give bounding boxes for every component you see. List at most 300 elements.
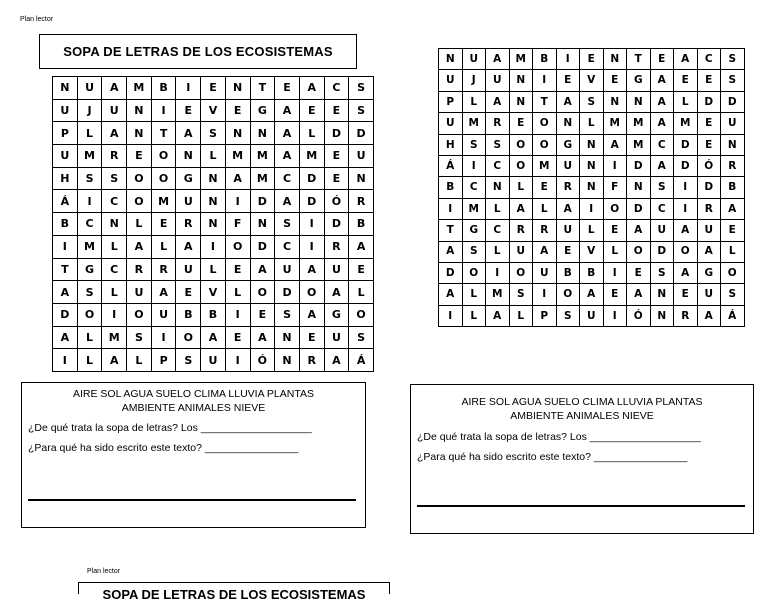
grid-cell: A bbox=[603, 134, 627, 155]
grid-cell: O bbox=[151, 167, 176, 190]
grid-cell: V bbox=[201, 281, 226, 304]
grid-cell: R bbox=[127, 258, 152, 281]
grid-cell: U bbox=[349, 145, 374, 168]
grid-cell: A bbox=[650, 70, 674, 91]
grid-cell: S bbox=[275, 303, 300, 326]
grid-cell: U bbox=[127, 281, 152, 304]
grid-cell: A bbox=[102, 77, 127, 100]
grid-cell: E bbox=[603, 284, 627, 305]
grid-cell: I bbox=[603, 305, 627, 326]
grid-cell: D bbox=[349, 122, 374, 145]
grid-cell: M bbox=[533, 155, 557, 176]
question-purpose: ¿Para qué ha sido escrito este texto? ________________ bbox=[417, 451, 688, 463]
grid-cell: I bbox=[151, 326, 176, 349]
grid-cell: U bbox=[486, 70, 510, 91]
grid-cell: R bbox=[151, 258, 176, 281]
grid-cell: I bbox=[486, 262, 510, 283]
grid-cell: E bbox=[349, 258, 374, 281]
answer-line bbox=[28, 499, 356, 501]
grid-cell: A bbox=[556, 91, 580, 112]
grid-cell: I bbox=[225, 303, 250, 326]
grid-cell: H bbox=[53, 167, 78, 190]
grid-cell: I bbox=[201, 235, 226, 258]
grid-cell: A bbox=[324, 349, 349, 372]
grid-cell: M bbox=[486, 284, 510, 305]
grid-cell: I bbox=[533, 284, 557, 305]
grid-cell: A bbox=[53, 281, 78, 304]
grid-cell: A bbox=[225, 167, 250, 190]
grid-cell: I bbox=[462, 155, 486, 176]
grid-cell: M bbox=[299, 145, 324, 168]
grid-cell: N bbox=[556, 113, 580, 134]
grid-cell: O bbox=[533, 113, 557, 134]
grid-cell: U bbox=[580, 305, 604, 326]
grid-cell: A bbox=[650, 91, 674, 112]
grid-row bbox=[439, 155, 745, 176]
grid-cell: C bbox=[324, 77, 349, 100]
worksheet-title: SOPA DE LETRAS DE LOS ECOSISTEMAS bbox=[39, 34, 357, 69]
grid-cell: S bbox=[509, 284, 533, 305]
grid-cell: L bbox=[225, 281, 250, 304]
grid-cell: O bbox=[250, 281, 275, 304]
grid-cell: N bbox=[225, 122, 250, 145]
grid-cell: I bbox=[225, 349, 250, 372]
grid-cell: S bbox=[721, 284, 745, 305]
grid-cell: Á bbox=[349, 349, 374, 372]
word-search-grid-left bbox=[52, 76, 374, 372]
grid-cell: C bbox=[650, 134, 674, 155]
grid-cell: O bbox=[349, 303, 374, 326]
grid-cell: M bbox=[462, 113, 486, 134]
grid-cell: D bbox=[674, 155, 698, 176]
grid-cell: I bbox=[53, 349, 78, 372]
grid-cell: A bbox=[176, 122, 201, 145]
grid-cell: D bbox=[250, 190, 275, 213]
grid-cell: O bbox=[462, 262, 486, 283]
grid-cell: N bbox=[250, 122, 275, 145]
plan-label: Plan lector bbox=[20, 16, 54, 23]
grid-cell: R bbox=[299, 349, 324, 372]
grid-cell: G bbox=[77, 258, 102, 281]
grid-cell: S bbox=[721, 70, 745, 91]
grid-cell: L bbox=[509, 177, 533, 198]
grid-cell: E bbox=[721, 220, 745, 241]
grid-cell: B bbox=[439, 177, 463, 198]
grid-cell: E bbox=[275, 77, 300, 100]
grid-row bbox=[53, 303, 374, 326]
grid-cell: L bbox=[102, 235, 127, 258]
grid-row bbox=[439, 49, 745, 70]
grid-cell: I bbox=[77, 190, 102, 213]
grid-cell: E bbox=[509, 113, 533, 134]
grid-cell: E bbox=[556, 70, 580, 91]
grid-row bbox=[53, 281, 374, 304]
grid-cell: M bbox=[674, 113, 698, 134]
grid-cell: R bbox=[674, 305, 698, 326]
grid-cell: D bbox=[627, 198, 651, 219]
grid-cell: Ó bbox=[697, 155, 721, 176]
grid-row bbox=[439, 113, 745, 134]
grid-cell: O bbox=[509, 155, 533, 176]
grid-cell: U bbox=[324, 326, 349, 349]
grid-cell: N bbox=[176, 145, 201, 168]
grid-cell: E bbox=[697, 113, 721, 134]
grid-cell: E bbox=[674, 70, 698, 91]
question-topic: ¿De qué trata la sopa de letras? Los ___________________ bbox=[417, 431, 701, 443]
grid-cell: C bbox=[102, 258, 127, 281]
grid-cell: B bbox=[349, 213, 374, 236]
grid-cell: A bbox=[509, 198, 533, 219]
grid-cell: M bbox=[102, 326, 127, 349]
grid-cell: R bbox=[721, 155, 745, 176]
grid-cell: P bbox=[151, 349, 176, 372]
grid-cell: M bbox=[127, 77, 152, 100]
grid-cell: A bbox=[439, 284, 463, 305]
grid-cell: D bbox=[275, 281, 300, 304]
grid-cell: L bbox=[462, 284, 486, 305]
grid-cell: C bbox=[275, 235, 300, 258]
grid-row bbox=[53, 145, 374, 168]
grid-cell: O bbox=[77, 303, 102, 326]
grid-cell: U bbox=[53, 99, 78, 122]
word-list-line2: AMBIENTE ANIMALES NIEVE bbox=[121, 402, 266, 414]
grid-cell: Á bbox=[721, 305, 745, 326]
grid-row bbox=[53, 258, 374, 281]
grid-cell: I bbox=[299, 213, 324, 236]
grid-cell: M bbox=[462, 198, 486, 219]
grid-cell: I bbox=[225, 190, 250, 213]
grid-cell: D bbox=[324, 213, 349, 236]
grid-cell: E bbox=[324, 167, 349, 190]
grid-cell: A bbox=[102, 122, 127, 145]
grid-cell: A bbox=[650, 113, 674, 134]
grid-cell: A bbox=[674, 49, 698, 70]
grid-cell: R bbox=[533, 220, 557, 241]
grid-cell: S bbox=[176, 349, 201, 372]
grid-cell: Ó bbox=[250, 349, 275, 372]
grid-cell: O bbox=[151, 145, 176, 168]
grid-cell: G bbox=[324, 303, 349, 326]
grid-cell: U bbox=[176, 190, 201, 213]
grid-cell: I bbox=[603, 262, 627, 283]
grid-cell: S bbox=[486, 134, 510, 155]
grid-cell: N bbox=[486, 177, 510, 198]
grid-cell: U bbox=[462, 49, 486, 70]
grid-cell: O bbox=[627, 241, 651, 262]
grid-cell: O bbox=[299, 281, 324, 304]
grid-cell: A bbox=[674, 220, 698, 241]
grid-cell: E bbox=[697, 70, 721, 91]
grid-cell: U bbox=[201, 349, 226, 372]
question-purpose: ¿Para qué ha sido escrito este texto? ________________ bbox=[28, 442, 299, 454]
grid-cell: O bbox=[556, 284, 580, 305]
grid-cell: N bbox=[201, 167, 226, 190]
grid-cell: U bbox=[509, 241, 533, 262]
worksheet-title-bottom: SOPA DE LETRAS DE LOS ECOSISTEMAS bbox=[78, 582, 390, 594]
grid-cell: Ó bbox=[324, 190, 349, 213]
grid-cell: E bbox=[225, 258, 250, 281]
grid-cell: H bbox=[439, 134, 463, 155]
grid-cell: A bbox=[650, 155, 674, 176]
grid-cell: R bbox=[697, 198, 721, 219]
grid-cell: U bbox=[697, 220, 721, 241]
grid-cell: E bbox=[324, 145, 349, 168]
grid-cell: L bbox=[299, 122, 324, 145]
grid-cell: C bbox=[275, 167, 300, 190]
grid-cell: L bbox=[102, 281, 127, 304]
grid-cell: A bbox=[697, 241, 721, 262]
grid-cell: O bbox=[225, 235, 250, 258]
grid-cell: E bbox=[603, 220, 627, 241]
grid-cell: N bbox=[509, 70, 533, 91]
grid-cell: R bbox=[349, 190, 374, 213]
grid-row bbox=[439, 91, 745, 112]
grid-cell: A bbox=[486, 91, 510, 112]
grid-cell: Á bbox=[53, 190, 78, 213]
grid-cell: M bbox=[627, 113, 651, 134]
grid-cell: A bbox=[275, 99, 300, 122]
grid-cell: E bbox=[225, 326, 250, 349]
grid-cell: D bbox=[697, 91, 721, 112]
grid-cell: M bbox=[77, 235, 102, 258]
grid-cell: R bbox=[486, 113, 510, 134]
grid-cell: O bbox=[127, 303, 152, 326]
grid-cell: U bbox=[533, 262, 557, 283]
grid-cell: M bbox=[250, 145, 275, 168]
grid-cell: M bbox=[77, 145, 102, 168]
grid-cell: B bbox=[533, 49, 557, 70]
grid-cell: O bbox=[721, 262, 745, 283]
grid-cell: S bbox=[580, 91, 604, 112]
grid-cell: A bbox=[176, 235, 201, 258]
grid-cell: N bbox=[102, 213, 127, 236]
grid-cell: E bbox=[580, 49, 604, 70]
grid-row bbox=[439, 262, 745, 283]
grid-cell: A bbox=[580, 284, 604, 305]
grid-cell: E bbox=[151, 213, 176, 236]
grid-cell: R bbox=[509, 220, 533, 241]
grid-cell: G bbox=[697, 262, 721, 283]
grid-row bbox=[439, 241, 745, 262]
grid-cell: S bbox=[349, 326, 374, 349]
grid-cell: U bbox=[556, 220, 580, 241]
grid-cell: D bbox=[299, 167, 324, 190]
grid-cell: T bbox=[53, 258, 78, 281]
grid-cell: O bbox=[176, 326, 201, 349]
grid-cell: A bbox=[53, 326, 78, 349]
grid-cell: E bbox=[176, 281, 201, 304]
grid-cell: E bbox=[533, 177, 557, 198]
grid-row bbox=[53, 326, 374, 349]
grid-cell: N bbox=[275, 326, 300, 349]
grid-cell: E bbox=[603, 70, 627, 91]
grid-cell: U bbox=[439, 113, 463, 134]
grid-cell: A bbox=[486, 305, 510, 326]
grid-cell: F bbox=[225, 213, 250, 236]
grid-cell: E bbox=[250, 303, 275, 326]
grid-cell: J bbox=[77, 99, 102, 122]
grid-cell: U bbox=[650, 220, 674, 241]
grid-cell: E bbox=[176, 99, 201, 122]
grid-cell: N bbox=[225, 77, 250, 100]
grid-row bbox=[439, 220, 745, 241]
grid-cell: S bbox=[201, 122, 226, 145]
grid-cell: P bbox=[439, 91, 463, 112]
grid-cell: A bbox=[151, 281, 176, 304]
grid-cell: O bbox=[674, 241, 698, 262]
grid-cell: O bbox=[603, 198, 627, 219]
grid-cell: I bbox=[439, 305, 463, 326]
instructions-panel-right bbox=[410, 384, 754, 534]
grid-cell: N bbox=[580, 134, 604, 155]
grid-cell: T bbox=[533, 91, 557, 112]
grid-cell: U bbox=[439, 70, 463, 91]
grid-cell: S bbox=[77, 167, 102, 190]
grid-cell: P bbox=[53, 122, 78, 145]
grid-cell: L bbox=[580, 113, 604, 134]
grid-cell: A bbox=[201, 326, 226, 349]
grid-cell: D bbox=[697, 177, 721, 198]
grid-cell: S bbox=[77, 281, 102, 304]
grid-cell: L bbox=[127, 349, 152, 372]
grid-cell: F bbox=[603, 177, 627, 198]
grid-cell: L bbox=[151, 235, 176, 258]
grid-cell: D bbox=[627, 155, 651, 176]
grid-cell: B bbox=[721, 177, 745, 198]
grid-cell: U bbox=[77, 77, 102, 100]
grid-cell: B bbox=[556, 262, 580, 283]
plan-label-bottom: Plan lector bbox=[87, 568, 121, 575]
grid-cell: N bbox=[509, 91, 533, 112]
grid-cell: A bbox=[674, 262, 698, 283]
grid-cell: S bbox=[650, 177, 674, 198]
word-list-line1: AIRE SOL AGUA SUELO CLIMA LLUVIA PLANTAS bbox=[72, 388, 314, 400]
grid-cell: L bbox=[509, 305, 533, 326]
grid-cell: L bbox=[486, 198, 510, 219]
grid-cell: A bbox=[102, 349, 127, 372]
grid-cell: U bbox=[697, 284, 721, 305]
grid-cell: L bbox=[462, 305, 486, 326]
grid-cell: L bbox=[77, 122, 102, 145]
grid-cell: V bbox=[580, 70, 604, 91]
grid-row bbox=[439, 305, 745, 326]
grid-cell: E bbox=[201, 77, 226, 100]
grid-row bbox=[53, 167, 374, 190]
grid-cell: L bbox=[127, 213, 152, 236]
grid-cell: B bbox=[201, 303, 226, 326]
grid-cell: U bbox=[151, 303, 176, 326]
grid-cell: D bbox=[721, 91, 745, 112]
grid-cell: D bbox=[299, 190, 324, 213]
grid-cell: S bbox=[275, 213, 300, 236]
grid-cell: S bbox=[462, 134, 486, 155]
grid-cell: N bbox=[127, 99, 152, 122]
grid-cell: A bbox=[627, 284, 651, 305]
grid-cell: I bbox=[533, 70, 557, 91]
grid-cell: C bbox=[77, 213, 102, 236]
grid-cell: C bbox=[486, 220, 510, 241]
grid-cell: I bbox=[439, 198, 463, 219]
grid-cell: A bbox=[556, 198, 580, 219]
grid-cell: N bbox=[627, 177, 651, 198]
grid-cell: C bbox=[650, 198, 674, 219]
grid-cell: A bbox=[697, 305, 721, 326]
grid-cell: N bbox=[127, 122, 152, 145]
grid-cell: B bbox=[53, 213, 78, 236]
grid-cell: N bbox=[603, 49, 627, 70]
grid-cell: D bbox=[53, 303, 78, 326]
word-search-grid-right bbox=[438, 48, 745, 327]
grid-row bbox=[439, 177, 745, 198]
grid-cell: E bbox=[127, 145, 152, 168]
grid-cell: A bbox=[486, 49, 510, 70]
instructions-panel-left bbox=[21, 382, 366, 528]
grid-cell: C bbox=[102, 190, 127, 213]
word-list-line1: AIRE SOL AGUA SUELO CLIMA LLUVIA PLANTAS bbox=[461, 396, 703, 408]
grid-cell: L bbox=[486, 241, 510, 262]
grid-cell: G bbox=[462, 220, 486, 241]
grid-cell: U bbox=[275, 258, 300, 281]
grid-cell: C bbox=[697, 49, 721, 70]
grid-cell: E bbox=[324, 99, 349, 122]
grid-cell: S bbox=[349, 77, 374, 100]
grid-cell: N bbox=[627, 91, 651, 112]
grid-cell: A bbox=[299, 77, 324, 100]
grid-cell: Ó bbox=[627, 305, 651, 326]
grid-cell: L bbox=[603, 241, 627, 262]
grid-cell: E bbox=[697, 134, 721, 155]
grid-row bbox=[439, 284, 745, 305]
grid-cell: R bbox=[324, 235, 349, 258]
grid-cell: N bbox=[650, 284, 674, 305]
grid-cell: A bbox=[299, 258, 324, 281]
question-topic: ¿De qué trata la sopa de letras? Los ___________________ bbox=[28, 422, 312, 434]
grid-cell: B bbox=[176, 303, 201, 326]
grid-cell: D bbox=[250, 235, 275, 258]
grid-cell: A bbox=[275, 122, 300, 145]
grid-cell: N bbox=[201, 213, 226, 236]
grid-cell: A bbox=[627, 220, 651, 241]
grid-cell: O bbox=[127, 190, 152, 213]
grid-cell: D bbox=[324, 122, 349, 145]
grid-cell: A bbox=[439, 241, 463, 262]
grid-cell: A bbox=[275, 145, 300, 168]
grid-cell: O bbox=[509, 262, 533, 283]
grid-cell: A bbox=[721, 198, 745, 219]
grid-cell: M bbox=[225, 145, 250, 168]
grid-cell: I bbox=[299, 235, 324, 258]
grid-cell: R bbox=[102, 145, 127, 168]
grid-row bbox=[53, 99, 374, 122]
grid-cell: A bbox=[250, 258, 275, 281]
grid-cell: U bbox=[721, 113, 745, 134]
grid-cell: N bbox=[250, 213, 275, 236]
grid-cell: L bbox=[721, 241, 745, 262]
grid-cell: A bbox=[275, 190, 300, 213]
grid-cell: C bbox=[462, 177, 486, 198]
grid-cell: N bbox=[275, 349, 300, 372]
grid-cell: D bbox=[439, 262, 463, 283]
grid-cell: G bbox=[556, 134, 580, 155]
grid-cell: M bbox=[627, 134, 651, 155]
grid-row bbox=[439, 70, 745, 91]
grid-cell: S bbox=[721, 49, 745, 70]
grid-row bbox=[53, 235, 374, 258]
grid-cell: N bbox=[580, 177, 604, 198]
grid-cell: I bbox=[102, 303, 127, 326]
answer-line bbox=[417, 505, 745, 507]
grid-cell: A bbox=[324, 281, 349, 304]
